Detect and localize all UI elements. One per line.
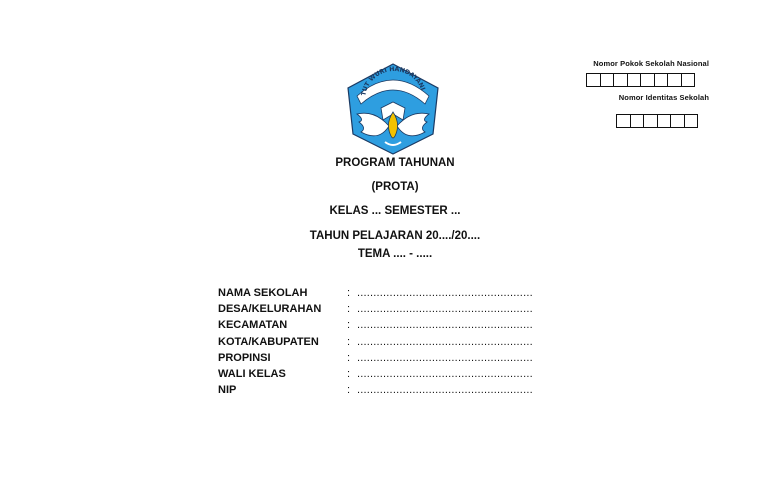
tut-wuri-handayani-logo [345, 62, 441, 156]
info-colon: : [347, 384, 351, 397]
nis-box [643, 114, 658, 128]
npsn-box [654, 73, 669, 87]
info-colon: : [347, 351, 351, 364]
npsn-box [586, 73, 601, 87]
npsn-label: Nomor Pokok Sekolah Nasional [593, 59, 709, 68]
npsn-box [681, 73, 696, 87]
info-label: NAMA SEKOLAH [218, 287, 308, 299]
nis-label: Nomor Identitas Sekolah [618, 93, 709, 102]
nis-box [657, 114, 672, 128]
npsn-box [627, 73, 642, 87]
nis-box [670, 114, 685, 128]
title-prota: (PROTA) [371, 181, 419, 193]
info-label: PROPINSI [218, 351, 271, 364]
info-colon: : [347, 367, 351, 380]
title-kelas-semester: KELAS ... SEMESTER ... [329, 205, 461, 217]
npsn-box [613, 73, 628, 87]
info-colon: : [347, 319, 351, 332]
info-colon: : [347, 287, 351, 299]
info-value: ...................................................... [357, 384, 533, 397]
info-value: ...................................................... [357, 335, 533, 348]
info-label: NIP [218, 384, 237, 397]
info-label: WALI KELAS [218, 367, 286, 380]
info-value: ...................................................... [357, 367, 533, 380]
nis-boxes [617, 114, 698, 128]
nis-box [684, 114, 699, 128]
info-colon: : [347, 303, 351, 316]
info-label: DESA/KELURAHAN [218, 303, 322, 316]
info-label: KECAMATAN [218, 319, 288, 332]
title-tahun-pelajaran: TAHUN PELAJARAN 20..../20.... [309, 230, 481, 242]
npsn-boxes [587, 73, 695, 87]
info-value: ...................................................... [357, 351, 533, 364]
info-value: ...................................................... [357, 287, 533, 299]
info-colon: : [347, 335, 351, 348]
npsn-box [640, 73, 655, 87]
info-value: ...................................................... [357, 319, 533, 332]
info-value: ...................................................... [357, 303, 533, 316]
nis-box [616, 114, 631, 128]
npsn-box [667, 73, 682, 87]
title-program-tahunan: PROGRAM TAHUNAN [335, 157, 455, 169]
logo-ribbon-text: TUT WURI HANDAYANI [360, 65, 427, 97]
info-label: KOTA/KABUPATEN [218, 335, 319, 348]
npsn-box [600, 73, 615, 87]
nis-box [630, 114, 645, 128]
title-tema: TEMA .... - ..... [357, 248, 433, 260]
